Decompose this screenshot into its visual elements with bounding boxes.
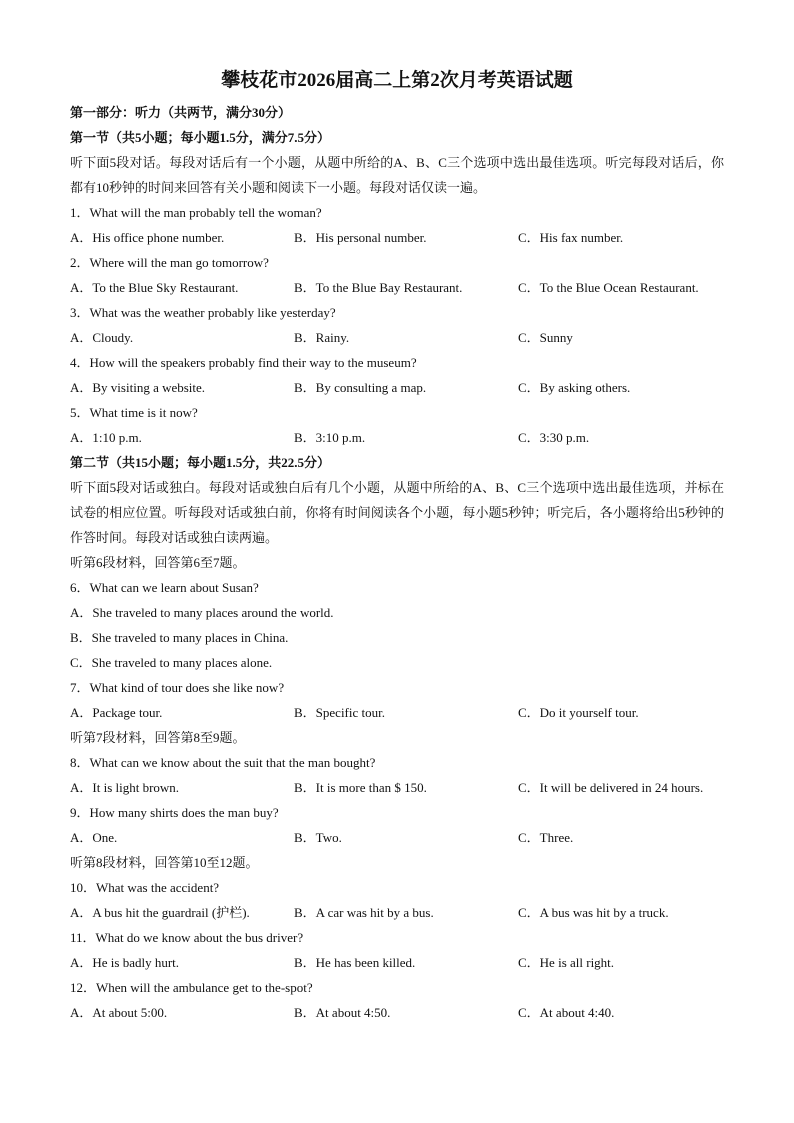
question-stem: 8．What can we know about the suit that the man bought? (70, 755, 376, 770)
option-c: C．Three. (518, 830, 574, 845)
option-b: B．Specific tour. (294, 705, 385, 720)
section-heading: 第一节（共5小题；每小题1.5分，满分7.5分） (70, 130, 331, 145)
question-stem: 7．What kind of tour does she like now? (70, 680, 285, 695)
option-b: B．She traveled to many places in China. (70, 630, 289, 645)
option-a: A．One. (70, 830, 118, 845)
section-instructions: 听下面5段对话或独白。每段对话或独白后有几个小题，从题中所给的A、B、C三个选项中选出最佳选项，并标在试卷的相应位置。听每段对话或独白前，你将有时间阅读各个小题，每小题5秒钟；听完后，各小题将给出5秒钟的作答时间。每段对话或独白读两遍。 (70, 480, 724, 545)
option-c: C．It will be delivered in 24 hours. (518, 780, 704, 795)
option-row (70, 425, 724, 450)
option-b: B．His personal number. (294, 230, 427, 245)
option-a: A．1:10 p.m. (70, 430, 142, 445)
part-heading: 第一部分：听力（共两节，满分30分） (70, 105, 292, 120)
option-a: A．At about 5:00. (70, 1005, 168, 1020)
option-a: A．She traveled to many places around the world. (70, 605, 334, 620)
material-note: 听第6段材料，回答第6至7题。 (70, 555, 246, 570)
question-stem: 5．What time is it now? (70, 405, 198, 420)
option-a: A．By visiting a website. (70, 380, 206, 395)
option-b: B．At about 4:50. (294, 1005, 391, 1020)
option-b: B．3:10 p.m. (294, 430, 366, 445)
option-b: B．By consulting a map. (294, 380, 427, 395)
question-stem: 6．What can we learn about Susan? (70, 580, 259, 595)
option-row (70, 325, 724, 350)
option-c: C．3:30 p.m. (518, 430, 590, 445)
material-note: 听第8段材料，回答第10至12题。 (70, 855, 259, 870)
option-a: A．Cloudy. (70, 330, 134, 345)
option-c: C．Do it yourself tour. (518, 705, 639, 720)
option-a: A．He is badly hurt. (70, 955, 180, 970)
option-b: B．He has been killed. (294, 955, 416, 970)
option-row (70, 375, 724, 400)
option-row (70, 700, 724, 725)
question-stem: 9．How many shirts does the man buy? (70, 805, 279, 820)
option-b: B．Two. (294, 830, 342, 845)
option-row (70, 775, 724, 800)
option-b: B．It is more than $ 150. (294, 780, 427, 795)
option-row (70, 225, 724, 250)
question-stem: 4．How will the speakers probably find their way to the museum? (70, 355, 417, 370)
option-a: A．Package tour. (70, 705, 163, 720)
option-a: A．To the Blue Sky Restaurant. (70, 280, 239, 295)
question-stem: 12．When will the ambulance get to the-spot? (70, 980, 313, 995)
option-b: B．A car was hit by a bus. (294, 905, 434, 920)
option-row (70, 950, 724, 975)
question-stem: 2．Where will the man go tomorrow? (70, 255, 269, 270)
option-c: C．At about 4:40. (518, 1005, 615, 1020)
section-heading: 第二节（共15小题；每小题1.5分，共22.5分） (70, 455, 331, 470)
option-a: A．His office phone number. (70, 230, 225, 245)
page-title: 攀枝花市2026届高二上第2次月考英语试题 (221, 70, 573, 91)
question-stem: 1．What will the man probably tell the woman? (70, 205, 322, 220)
option-c: C．He is all right. (518, 955, 615, 970)
material-note: 听第7段材料，回答第8至9题。 (70, 730, 246, 745)
option-c: C．By asking others. (518, 380, 631, 395)
section-instructions: 听下面5段对话。每段对话后有一个小题，从题中所给的A、B、C三个选项中选出最佳选项。听完每段对话后，你都有10秒钟的时间来回答有关小题和阅读下一小题。每段对话仅读一遍。 (70, 155, 724, 195)
option-b: B．To the Blue Bay Restaurant. (294, 280, 463, 295)
question-stem: 10．What was the accident? (70, 880, 220, 895)
option-row (70, 900, 724, 925)
question-stem: 11．What do we know about the bus driver? (70, 930, 304, 945)
option-row (70, 825, 724, 850)
option-c: C．A bus was hit by a truck. (518, 905, 669, 920)
option-c: C．His fax number. (518, 230, 624, 245)
option-row (70, 1000, 724, 1025)
option-a: A．It is light brown. (70, 780, 180, 795)
option-row (70, 275, 724, 300)
option-c: C．Sunny (518, 330, 573, 345)
option-c: C．To the Blue Ocean Restaurant. (518, 280, 699, 295)
question-stem: 3．What was the weather probably like yesterday? (70, 305, 336, 320)
option-b: B．Rainy. (294, 330, 350, 345)
option-a: A．A bus hit the guardrail (护栏). (70, 905, 250, 920)
option-c: C．She traveled to many places alone. (70, 655, 273, 670)
